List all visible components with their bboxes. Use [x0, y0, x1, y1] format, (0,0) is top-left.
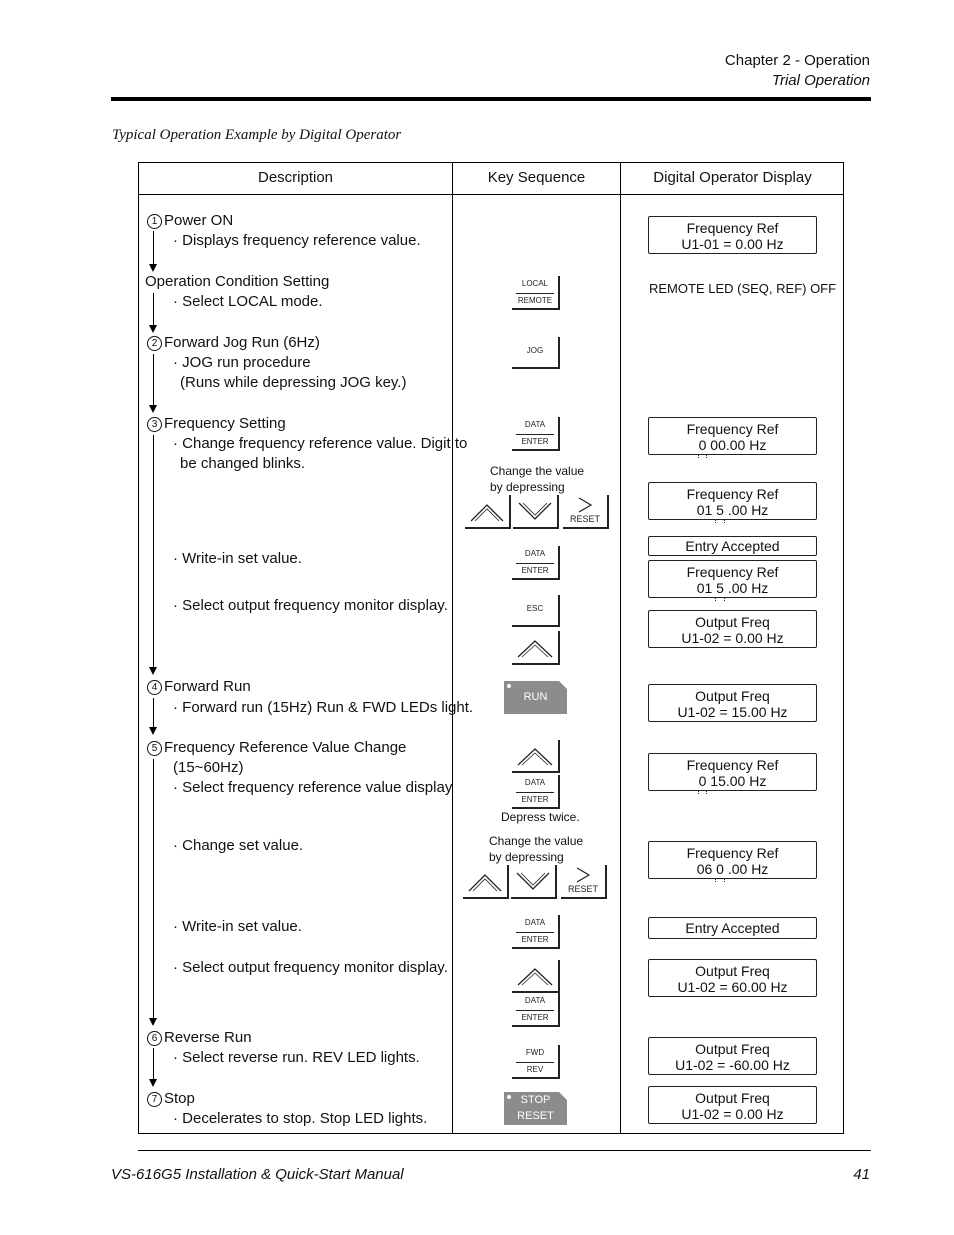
display-line-2: U1-02 = 0.00 Hz: [681, 630, 784, 646]
up-arrow-icon: [465, 495, 509, 527]
display-frequency-ref: [648, 753, 817, 791]
flow-line: [153, 231, 154, 265]
key-label-bottom: ENTER: [516, 1010, 554, 1022]
display-line-2: [649, 861, 816, 877]
step-7-title: [147, 1089, 195, 1109]
stop-reset-key[interactable]: [504, 1092, 567, 1125]
key-label-bottom: ENTER: [516, 563, 554, 575]
display-line-1: Output Freq: [695, 963, 770, 979]
flow-line: [153, 293, 154, 326]
flow-arrowhead: [149, 405, 157, 413]
display-value: 01: [696, 580, 717, 596]
step-5-write: · Write-in set value.: [173, 918, 302, 935]
step-number: 1: [147, 214, 162, 229]
display-line-1: Frequency Ref: [686, 220, 779, 236]
display-output-freq: [648, 610, 817, 648]
step-3-select: · Select output frequency monitor display.: [173, 597, 448, 614]
key-label-bottom: RESET: [517, 1110, 554, 1122]
display-output-freq: [648, 959, 817, 997]
display-line-2: U1-01 = 0.00 Hz: [681, 236, 784, 252]
display-line-2: U1-02 = 60.00 Hz: [677, 979, 788, 995]
step-3-description-cont: be changed blinks.: [180, 455, 306, 472]
data-enter-key[interactable]: [512, 915, 560, 949]
up-arrow-key[interactable]: [512, 631, 560, 665]
step-title: Power ON: [164, 212, 234, 229]
data-enter-key[interactable]: [512, 417, 560, 451]
up-arrow-key[interactable]: [512, 740, 560, 773]
step-5-range: (15~60Hz): [173, 759, 244, 776]
key-label-bottom: ENTER: [516, 932, 554, 944]
operation-condition-title: Operation Condition Setting: [145, 273, 330, 290]
step-number: 4: [147, 680, 162, 695]
flow-line: [153, 354, 154, 406]
display-value: 00.00 Hz: [706, 437, 767, 453]
run-key[interactable]: [504, 681, 567, 714]
step-5-description: · Select frequency reference value display: [173, 779, 453, 796]
blinking-digit: 0: [716, 861, 724, 877]
display-output-freq: [648, 1086, 817, 1124]
step-title: Stop: [164, 1090, 195, 1107]
reset-shift-key[interactable]: [563, 495, 609, 529]
page-number: 41: [853, 1166, 870, 1183]
fwd-rev-key[interactable]: [512, 1045, 560, 1079]
step-5-select: · Select output frequency monitor display.: [173, 959, 448, 976]
depress-twice-note: Depress twice.: [501, 810, 580, 824]
step-title: Forward Run: [164, 678, 251, 695]
display-line-1: Frequency Ref: [686, 757, 779, 773]
display-frequency-ref: [648, 560, 817, 598]
manual-title: VS-616G5 Installation & Quick-Start Manual: [111, 1166, 404, 1183]
flow-arrowhead: [149, 1018, 157, 1026]
key-label-top: LOCAL: [521, 279, 549, 288]
jog-key[interactable]: [512, 337, 560, 369]
display-value: 06: [696, 861, 717, 877]
display-line-1: Output Freq: [695, 1041, 770, 1057]
operation-condition-description: · Select LOCAL mode.: [173, 293, 323, 310]
key-label: ESC: [526, 604, 544, 613]
column-divider: [620, 163, 621, 1133]
change-value-note: Change the value: [490, 464, 585, 478]
key-label-bottom: REMOTE: [516, 293, 554, 305]
display-line-1: Output Freq: [695, 614, 770, 630]
display-value: 01: [696, 502, 717, 518]
blinking-digit: 5: [716, 580, 724, 596]
step-number: 7: [147, 1092, 162, 1107]
down-arrow-key[interactable]: [511, 865, 557, 899]
step-number: 5: [147, 741, 162, 756]
display-frequency-ref: [648, 841, 817, 879]
display-line-2: [649, 773, 816, 789]
display-line-1: Frequency Ref: [686, 564, 779, 580]
step-1-description: · Displays frequency reference value.: [173, 232, 421, 249]
display-frequency-ref: [648, 216, 817, 254]
blinking-digit: 0: [698, 773, 707, 789]
step-5-title: [147, 738, 406, 758]
step-number: 3: [147, 417, 162, 432]
column-header-key-sequence: Key Sequence: [487, 169, 586, 186]
display-entry-accepted: Entry Accepted: [648, 917, 817, 939]
key-label-top: DATA: [524, 918, 546, 927]
up-arrow-icon: [512, 740, 558, 771]
display-line-2: [649, 502, 816, 518]
key-label: JOG: [526, 346, 544, 355]
step-2-description: · JOG run procedure: [173, 354, 311, 371]
display-line-2: U1-02 = -60.00 Hz: [675, 1057, 790, 1073]
display-line-2: U1-02 = 15.00 Hz: [677, 704, 788, 720]
display-line-2: U1-02 = 0.00 Hz: [681, 1106, 784, 1122]
key-label-bottom: ENTER: [516, 434, 554, 446]
data-enter-key[interactable]: [512, 775, 560, 809]
up-arrow-icon: [463, 865, 507, 897]
step-number: 6: [147, 1031, 162, 1046]
chapter-title: Chapter 2 - Operation: [724, 52, 870, 69]
esc-key[interactable]: [512, 595, 560, 627]
display-line-2: [649, 580, 816, 596]
column-header-description: Description: [257, 169, 334, 186]
key-label-bottom: ENTER: [516, 792, 554, 804]
step-3-description: · Change frequency reference value. Digit to: [173, 435, 468, 452]
display-value: 15.00 Hz: [706, 773, 767, 789]
down-arrow-key[interactable]: [513, 495, 559, 529]
key-label-top: FWD: [525, 1048, 545, 1057]
display-value: .00 Hz: [723, 580, 769, 596]
key-label-top: DATA: [524, 420, 546, 429]
key-label-top: DATA: [524, 549, 546, 558]
key-label: RESET: [569, 514, 600, 524]
flow-arrowhead: [149, 727, 157, 735]
key-label: RESET: [567, 884, 598, 894]
step-6-title: [147, 1028, 252, 1048]
step-6-description: · Select reverse run. REV LED lights.: [173, 1049, 420, 1066]
operation-table: [138, 162, 844, 1134]
up-arrow-key[interactable]: [463, 865, 509, 899]
key-label-top: STOP: [520, 1094, 551, 1106]
step-4-description: · Forward run (15Hz) Run & FWD LEDs light.: [173, 699, 474, 716]
step-4-title: [147, 677, 251, 697]
flow-line: [153, 1048, 154, 1080]
up-arrow-key[interactable]: [465, 495, 511, 529]
footer-rule: [138, 1150, 871, 1151]
change-value-note: Change the value: [489, 834, 584, 848]
flow-arrowhead: [149, 325, 157, 333]
blinking-digit: 5: [716, 502, 724, 518]
down-arrow-icon: [511, 865, 555, 897]
change-value-note-cont: by depressing: [490, 480, 565, 494]
flow-arrowhead: [149, 1079, 157, 1087]
flow-arrowhead: [149, 264, 157, 272]
display-line-1: Output Freq: [695, 1090, 770, 1106]
led-indicator: [507, 684, 511, 688]
step-1-title: [147, 211, 233, 231]
remote-led-note: REMOTE LED (SEQ, REF) OFF: [649, 281, 837, 296]
display-line-1: Output Freq: [695, 688, 770, 704]
figure-caption: Typical Operation Example by Digital Operator: [112, 127, 402, 143]
key-label-top: DATA: [524, 778, 546, 787]
column-header-display: Digital Operator Display: [653, 169, 812, 186]
display-entry-accepted: Entry Accepted: [648, 536, 817, 556]
step-title: Frequency Setting: [164, 415, 286, 432]
display-line-2: [649, 437, 816, 453]
step-title: Reverse Run: [164, 1029, 252, 1046]
section-title: Trial Operation: [771, 72, 870, 89]
step-2-note: (Runs while depressing JOG key.): [180, 374, 407, 391]
up-arrow-key[interactable]: [512, 960, 560, 993]
flow-line: [153, 759, 154, 1019]
down-arrow-icon: [513, 495, 557, 527]
right-arrow-icon: [563, 495, 607, 515]
step-3-write: · Write-in set value.: [173, 550, 302, 567]
key-label-bottom: REV: [516, 1062, 554, 1074]
data-enter-key[interactable]: [512, 546, 560, 580]
data-enter-key[interactable]: [512, 993, 560, 1027]
header-rule: [111, 97, 871, 101]
flow-line: [153, 435, 154, 668]
display-line-1: Frequency Ref: [686, 486, 779, 502]
local-remote-key[interactable]: [512, 276, 560, 310]
display-frequency-ref: [648, 482, 817, 520]
step-5-change: · Change set value.: [173, 837, 304, 854]
display-value: .00 Hz: [723, 502, 769, 518]
display-output-freq: [648, 1037, 817, 1075]
step-2-title: [147, 333, 320, 353]
display-frequency-ref: [648, 417, 817, 455]
key-label-top: DATA: [524, 996, 546, 1005]
column-divider: [452, 163, 453, 1133]
flow-line: [153, 698, 154, 728]
display-output-freq: [648, 684, 817, 722]
step-3-title: [147, 414, 286, 434]
step-7-description: · Decelerates to stop. Stop LED lights.: [173, 1110, 428, 1127]
flow-arrowhead: [149, 667, 157, 675]
reset-shift-key[interactable]: [561, 865, 607, 899]
right-arrow-icon: [561, 865, 605, 885]
step-title: Frequency Reference Value Change: [164, 739, 407, 756]
change-value-note-cont: by depressing: [489, 850, 564, 864]
up-arrow-icon: [512, 960, 558, 991]
display-line-1: Frequency Ref: [686, 845, 779, 861]
up-arrow-icon: [512, 631, 558, 663]
step-title: Forward Jog Run (6Hz): [164, 334, 320, 351]
blinking-digit: 0: [698, 437, 707, 453]
display-value: .00 Hz: [723, 861, 769, 877]
key-label: RUN: [523, 691, 548, 703]
display-line-1: Frequency Ref: [686, 421, 779, 437]
step-number: 2: [147, 336, 162, 351]
